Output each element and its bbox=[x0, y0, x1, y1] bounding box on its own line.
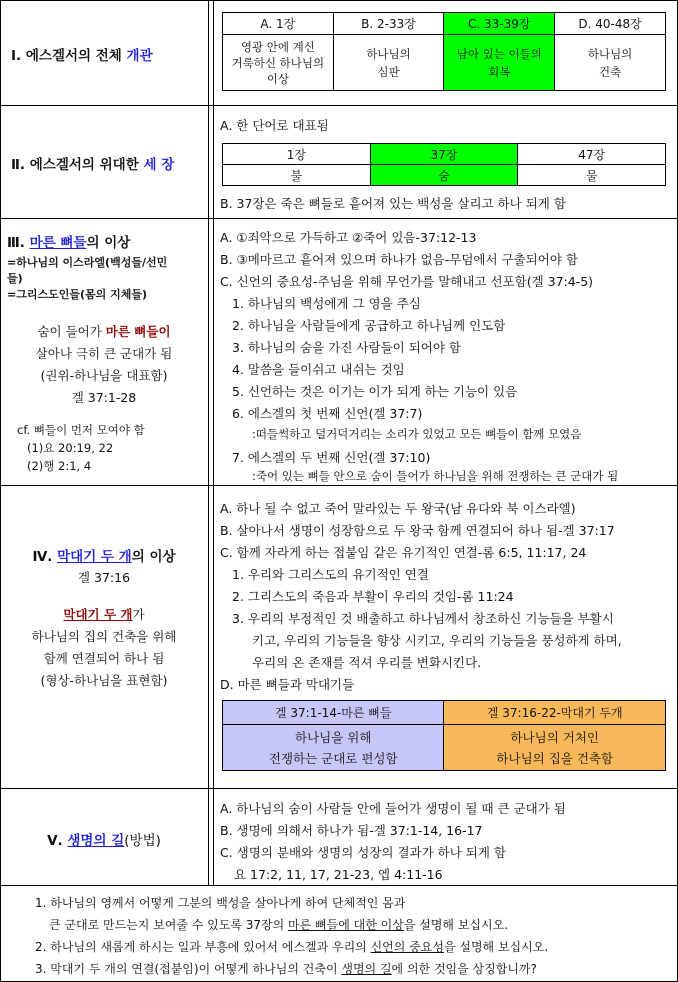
section-4-title: Ⅳ. 막대기 두 개의 이상 bbox=[32, 549, 176, 565]
question-3: 3. 막대기 두 개의 연결(접붙임)이 어떻게 하나님의 건축이 생명의 길에 의한 것임을 상징합니까? bbox=[35, 962, 537, 976]
section-4 bbox=[1, 486, 677, 789]
bones-header: 겔 37:1-14-마른 뼈들 bbox=[223, 701, 444, 725]
header-b: B. 2-33장 bbox=[333, 13, 444, 35]
header-c: C. 33-39장 bbox=[444, 13, 555, 35]
s5-item-b: B. 생명에 의해서 하나가 됨-겔 37:1-14, 16-17 bbox=[220, 823, 483, 838]
section-1-title: Ⅰ. 에스겔서의 전체 개관 bbox=[11, 48, 153, 64]
section-3-cf: cf. 뼈들이 먼저 모여야 함 (1)요 20:19, 22 (2)행 2:1, 4 bbox=[17, 423, 145, 473]
word-water: 물 bbox=[518, 165, 666, 186]
section-4-title-cell bbox=[1, 486, 207, 788]
s5-item-c-refs: 요 17:2, 11, 17, 21-23, 엡 4:11-16 bbox=[234, 867, 443, 882]
s3-item-c: C. 신언의 중요성-주님을 위해 무언가를 말해내고 선포함(겔 37:4-5) bbox=[220, 274, 594, 289]
sticks-header: 겔 37:16-22-막대기 두개 bbox=[444, 701, 666, 725]
section-4-summary: 막대기 두 개가 하나님의 집의 건축을 위해 함께 연결되어 하나 됨 (형상-하나님을 표현함) bbox=[31, 607, 177, 688]
s3-sub-1: 1. 하나님의 백성에게 그 영을 주심 bbox=[232, 296, 421, 311]
section-5 bbox=[1, 789, 677, 886]
s4-item-b: B. 살아나서 생명이 성장함으로 두 왕국 함께 연결되어 하나 됨-겔 37:17 bbox=[220, 523, 615, 538]
s5-item-c: C. 생명의 분배와 생명의 성장의 결과가 하나 되게 함 bbox=[220, 845, 506, 860]
section-3-summary: 숨이 들어가 마른 뼈들이 살아나 극히 큰 군대가 됨 (권위-하나님을 대표함) 겔 37:1-28 bbox=[35, 324, 173, 405]
s4-item-c: C. 함께 자라게 하는 접붙임 같은 유기적인 연결-롬 6:5, 11:17, 24 bbox=[220, 545, 587, 560]
s4-sub-3-cont1: 키고, 우리의 기능들을 향상 시키고, 우리의 기능들을 풍성하게 하며, bbox=[252, 633, 622, 648]
s2-line-a: A. 한 단어로 대표됨 bbox=[220, 118, 329, 133]
overview-table bbox=[222, 12, 666, 91]
three-chapters-table bbox=[222, 143, 666, 186]
section-3 bbox=[1, 219, 677, 486]
s3-item-b: B. ③메마르고 흩어져 있으며 하나가 없음-무덤에서 구출되어야 함 bbox=[220, 252, 578, 267]
word-fire: 불 bbox=[223, 165, 371, 186]
s3-sub-4: 4. 말씀을 들이쉬고 내쉬는 것임 bbox=[232, 362, 405, 377]
question-1: 1. 하나님의 영께서 어떻게 그분의 백성을 살아나게 하여 단체적인 몸과 bbox=[35, 896, 406, 910]
sticks-cell: 하나님의 거처인 하나님의 집을 건축함 bbox=[444, 725, 666, 771]
s4-item-a: A. 하나 될 수 없고 죽어 말라있는 두 왕국(남 유다와 북 이스라엘) bbox=[220, 501, 576, 516]
s5-item-a: A. 하나님의 숨이 사람들 안에 들어가 생명이 될 때 큰 군대가 됨 bbox=[220, 801, 566, 816]
s4-sub-3: 3. 우리의 부정적인 것 배출하고 하나님께서 창조하신 기능들을 부활시 bbox=[232, 611, 614, 626]
word-breath: 숨 bbox=[370, 165, 518, 186]
bones-sticks-table bbox=[222, 700, 666, 771]
section-1 bbox=[1, 1, 677, 106]
chapter-47: 47장 bbox=[518, 144, 666, 165]
section-2 bbox=[1, 106, 677, 219]
cell-b: 하나님의 심판 bbox=[333, 35, 444, 91]
question-1-cont: 큰 군대로 만드는지 보여줄 수 있도록 37장의 마른 뼈들에 대한 이상을 설명해 보십시오. bbox=[49, 918, 509, 932]
section-2-title: Ⅱ. 에스겔서의 위대한 세 장 bbox=[11, 157, 175, 173]
bones-cell: 하나님을 위해 전쟁하는 군대로 편성함 bbox=[223, 725, 444, 771]
section-5-title: Ⅴ. 생명의 길(방법) bbox=[47, 833, 161, 849]
s4-sub-3-cont2: 우리의 온 존재를 적셔 우리를 변화시킨다. bbox=[252, 655, 482, 670]
section-3-subtitle: =하나님의 이스라엘(백성들/선민 들) =그리스도인들(몸의 지체들) bbox=[7, 256, 168, 301]
section-3-title: Ⅲ. 마른 뼈들의 이상 bbox=[7, 235, 131, 251]
question-2: 2. 하나님의 새롭게 하시는 일과 부흥에 있어서 에스겔과 우리의 신언의 중요성을 설명해 보십시오. bbox=[35, 940, 549, 954]
s3-sub-7-note: :죽어 있는 뼈들 안으로 숨이 들어가 하나님을 위해 전쟁하는 큰 군대가 됨 bbox=[252, 469, 619, 483]
section-5-title-cell bbox=[1, 789, 207, 885]
discussion-questions bbox=[1, 886, 677, 981]
section-4-ref: 겔 37:16 bbox=[77, 570, 131, 585]
section-2-title-cell bbox=[1, 106, 207, 218]
chapter-37: 37장 bbox=[370, 144, 518, 165]
s2-line-b: B. 37장은 죽은 뼈들로 흩어져 있는 백성을 살리고 하나 되게 함 bbox=[220, 196, 566, 211]
header-a: A. 1장 bbox=[223, 13, 334, 35]
s3-sub-6-note: :떠들썩하고 덜거덕거리는 소리가 있었고 모든 뼈들이 함께 모였음 bbox=[252, 427, 582, 441]
s4-item-d: D. 마른 뼈들과 막대기들 bbox=[220, 677, 355, 692]
s3-sub-7: 7. 에스겔의 두 번째 신언(겔 37:10) bbox=[232, 450, 431, 465]
s4-sub-2: 2. 그리스도의 죽음과 부활이 우리의 것임-롬 11:24 bbox=[232, 589, 514, 604]
cell-c: 남아 있는 이들의 회복 bbox=[444, 35, 555, 91]
s3-sub-6: 6. 에스겔의 첫 번째 신언(겔 37:7) bbox=[232, 406, 423, 421]
s3-sub-3: 3. 하나님의 숨을 가진 사람들이 되어야 함 bbox=[232, 340, 461, 355]
s3-sub-2: 2. 하나님을 사람들에게 공급하고 하나님께 인도함 bbox=[232, 318, 506, 333]
s3-sub-5: 5. 신언하는 것은 이기는 이가 되게 하는 기능이 있음 bbox=[232, 384, 518, 399]
s3-item-a: A. ①죄악으로 가득하고 ②죽어 있음-37:12-13 bbox=[220, 230, 477, 245]
section-3-title-cell bbox=[1, 219, 207, 485]
header-d: D. 40-48장 bbox=[555, 13, 666, 35]
section-1-title-cell bbox=[1, 1, 207, 105]
cell-d: 하나님의 건축 bbox=[555, 35, 666, 91]
chapter-1: 1장 bbox=[223, 144, 371, 165]
s4-sub-1: 1. 우리와 그리스도의 유기적인 연결 bbox=[232, 567, 429, 582]
cell-a: 영광 안에 계신 거룩하신 하나님의 이상 bbox=[223, 35, 334, 91]
